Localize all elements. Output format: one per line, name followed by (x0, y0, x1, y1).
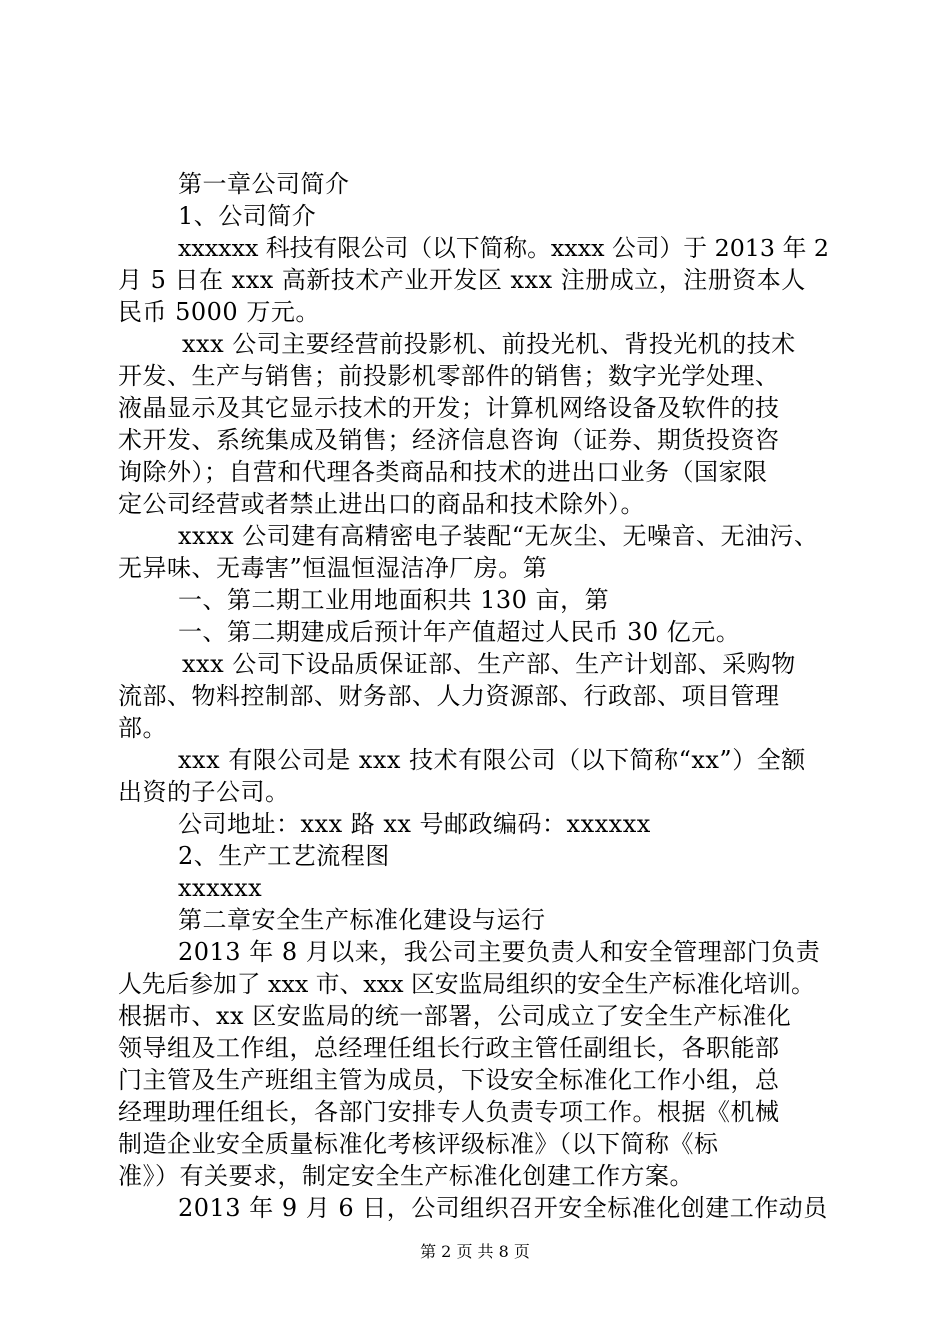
chapter-heading: 第一章公司简介 (178, 170, 350, 198)
text-line: 月 5 日在 xxx 高新技术产业开发区 xxx 注册成立，注册资本人 (118, 266, 806, 294)
text-line: 制造企业安全质量标准化考核评级标准》（以下简称《标 (118, 1130, 719, 1158)
text-line: 部。 (118, 714, 167, 742)
text-line: 液晶显示及其它显示技术的开发；计算机网络设备及软件的技 (118, 394, 780, 422)
text-line: 2013 年 9 月 6 日，公司组织召开安全标准化创建工作动员 (178, 1194, 828, 1222)
page-number-footer: 第 2 页 共 8 页 (420, 1242, 530, 1261)
text-line: 询除外）；自营和代理各类商品和技术的进出口业务（国家限 (118, 458, 768, 486)
text-line: 公司地址：xxx 路 xx 号邮政编码：xxxxxx (178, 810, 651, 838)
text-line: xxx 公司下设品质保证部、生产部、生产计划部、采购物 (182, 650, 796, 678)
chapter-heading: 第二章安全生产标准化建设与运行 (178, 906, 546, 934)
text-line: xxxx 公司建有高精密电子装配“无灰尘、无噪音、无油污、 (178, 522, 819, 550)
text-line: 无异味、无毒害”恒温恒湿洁净厂房。第 (118, 554, 548, 582)
text-line: 定公司经营或者禁止进出口的商品和技术除外）。 (118, 490, 645, 518)
text-line: xxxxxx (178, 874, 263, 902)
text-line: 民币 5000 万元。 (118, 298, 320, 326)
text-line: xxx 有限公司是 xxx 技术有限公司（以下简称“xx”）全额 (178, 746, 806, 774)
text-line: 一、第二期建成后预计年产值超过人民币 30 亿元。 (178, 618, 741, 646)
section-heading: 1、公司简介 (178, 202, 317, 230)
text-line: 经理助理任组长，各部门安排专人负责专项工作。根据《机械 (118, 1098, 780, 1126)
text-line: 门主管及生产班组主管为成员，下设安全标准化工作小组，总 (118, 1066, 780, 1094)
text-line: 一、第二期工业用地面积共 130 亩，第 (178, 586, 610, 614)
text-line: 术开发、系统集成及销售；经济信息咨询（证券、期货投资咨 (118, 426, 780, 454)
section-heading: 2、生产工艺流程图 (178, 842, 390, 870)
text-line: 根据市、xx 区安监局的统一部署，公司成立了安全生产标准化 (118, 1002, 792, 1030)
text-line: 2013 年 8 月以来，我公司主要负责人和安全管理部门负责 (178, 938, 821, 966)
text-line: 人先后参加了 xxx 市、xxx 区安监局组织的安全生产标准化培训。 (118, 970, 815, 998)
text-line: xxxxxx 科技有限公司（以下简称。xxxx 公司）于 2013 年 2 (178, 234, 829, 262)
text-line: 流部、物料控制部、财务部、人力资源部、行政部、项目管理 (118, 682, 780, 710)
text-line: xxx 公司主要经营前投影机、前投光机、背投光机的技术 (182, 330, 796, 358)
text-line: 准》）有关要求，制定安全生产标准化创建工作方案。 (118, 1162, 694, 1190)
text-line: 开发、生产与销售；前投影机零部件的销售；数字光学处理、 (118, 362, 780, 390)
text-line: 出资的子公司。 (118, 778, 290, 806)
text-line: 领导组及工作组，总经理任组长行政主管任副组长，各职能部 (118, 1034, 780, 1062)
document-body (118, 168, 838, 1224)
